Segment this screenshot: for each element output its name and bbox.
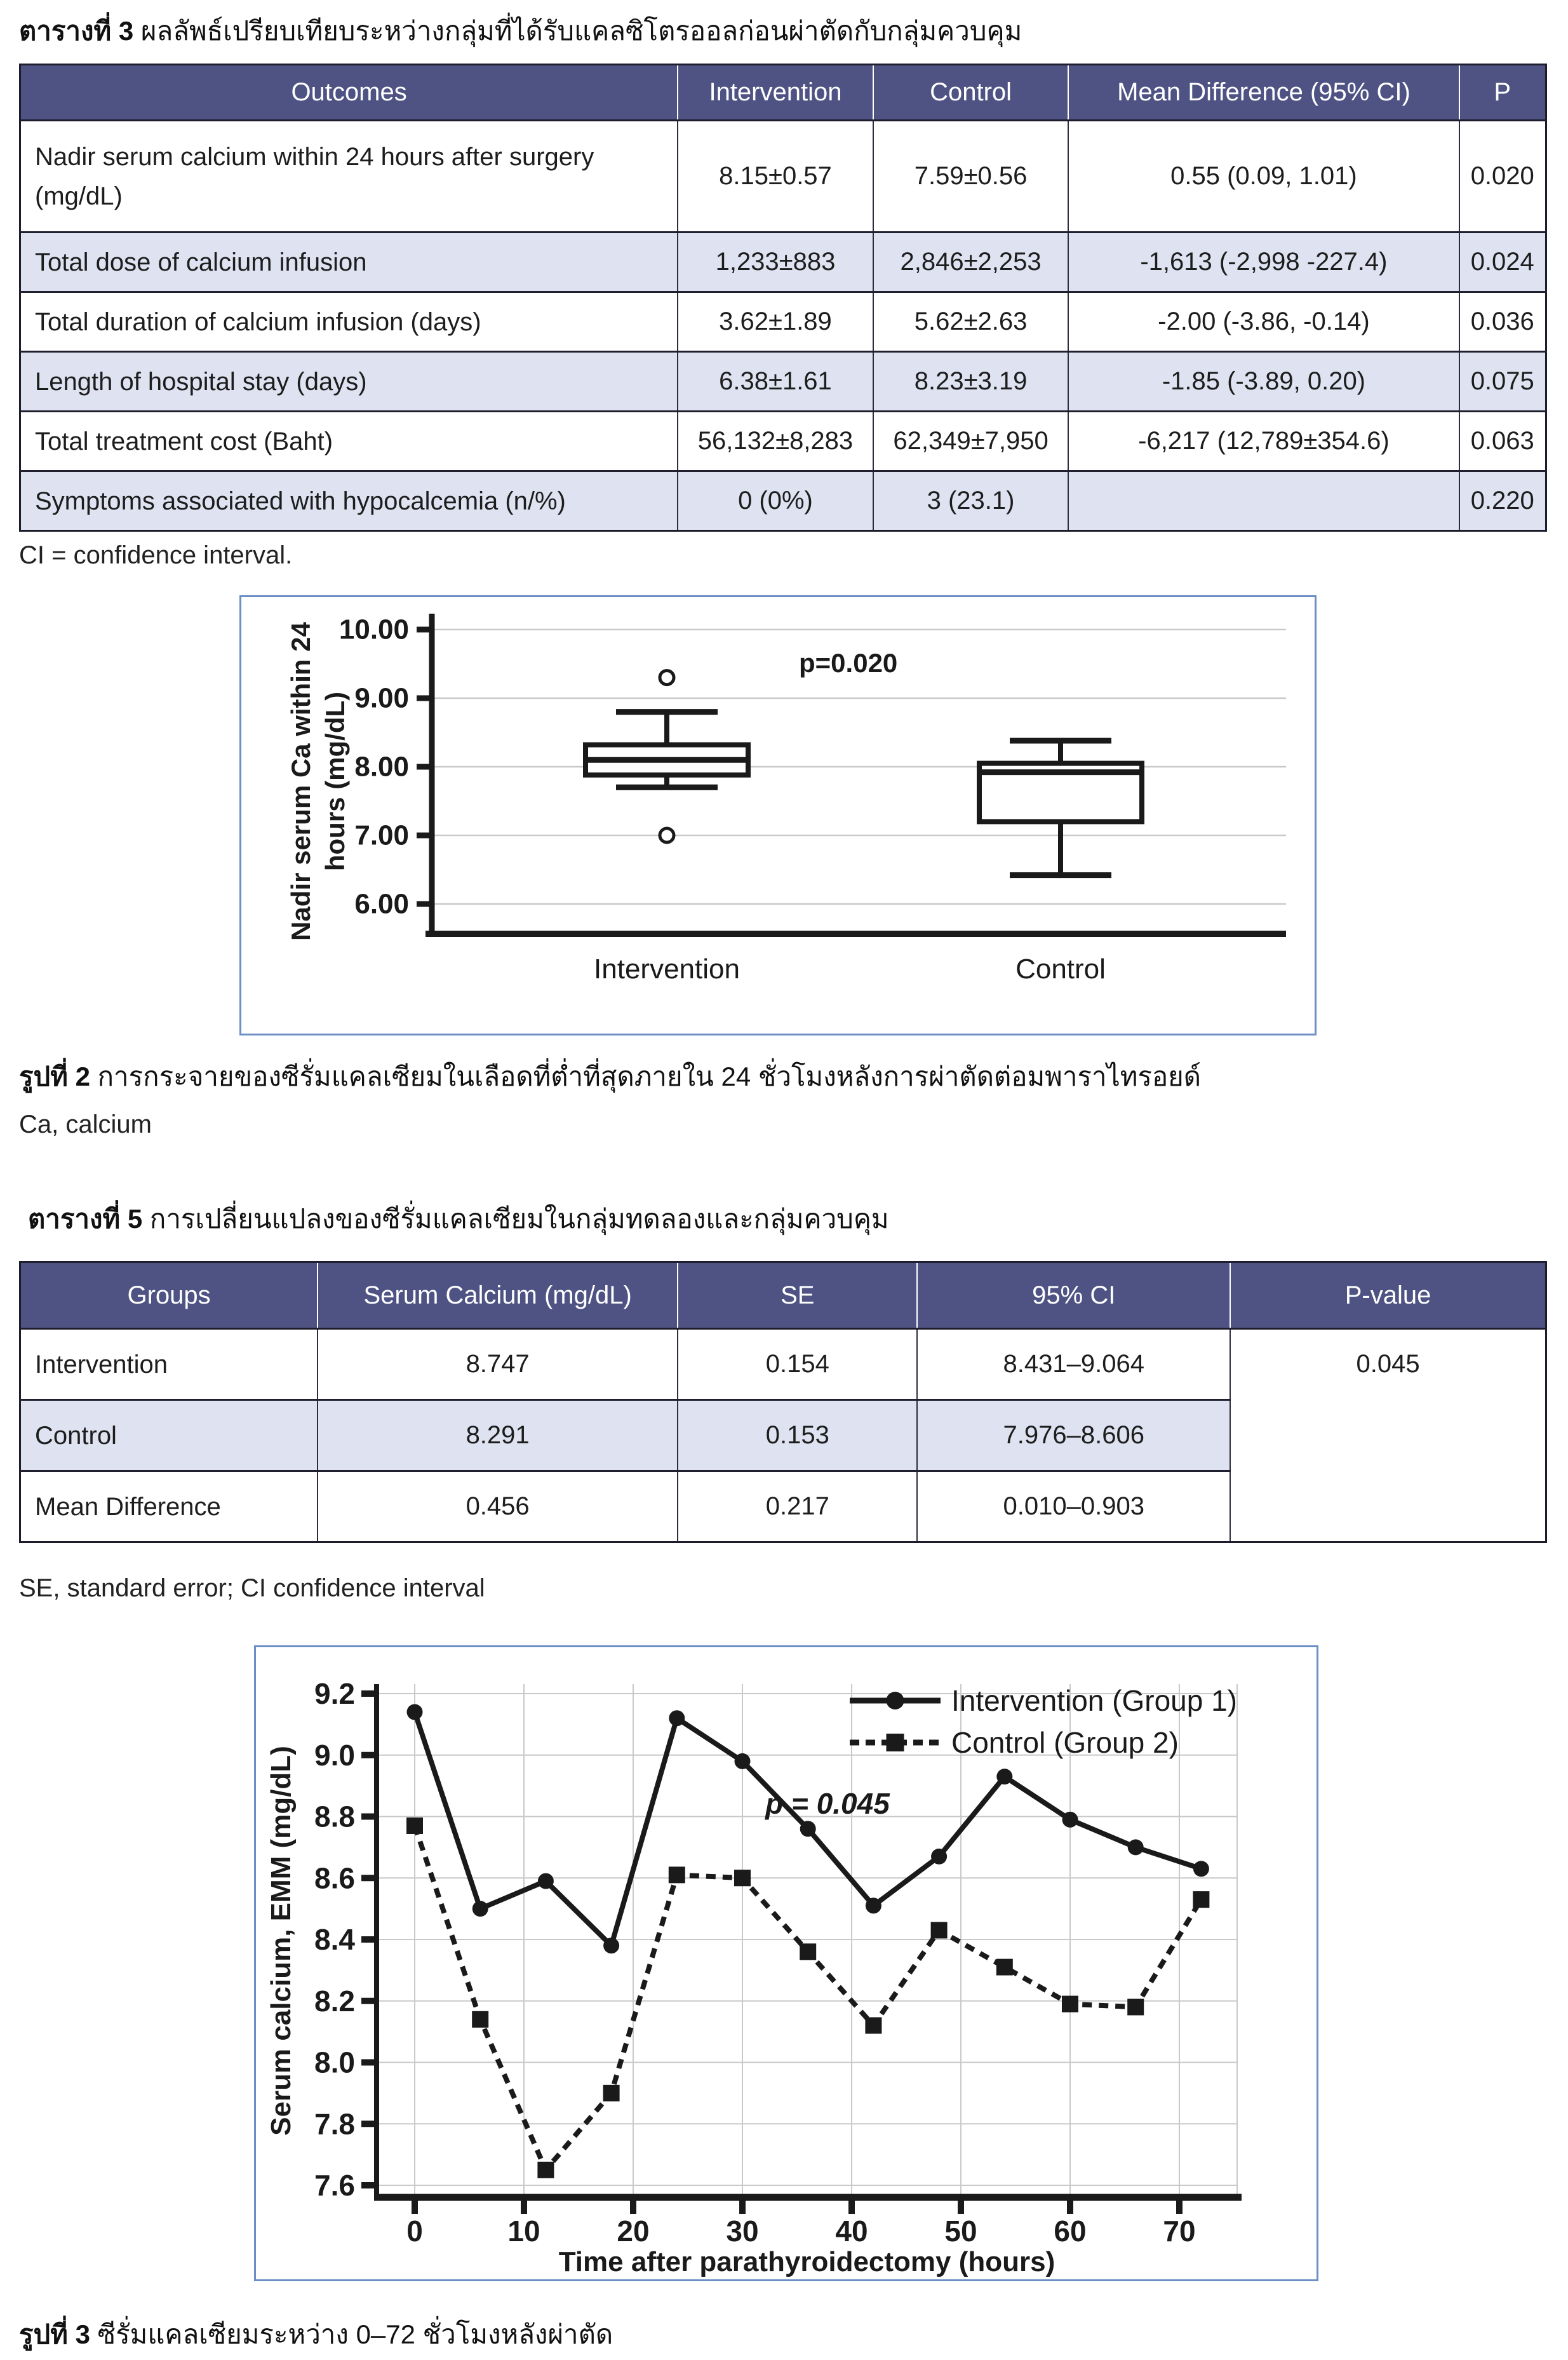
- data-point: [406, 1817, 423, 1834]
- table3-col-control: Control: [873, 65, 1069, 121]
- intervention-cell: 6.38±1.61: [678, 352, 873, 412]
- mean-difference-cell: -1,613 (-2,998 -227.4): [1068, 233, 1459, 292]
- x-tick-label: 10: [507, 2215, 540, 2248]
- data-point: [472, 1901, 488, 1917]
- table5-header-row: [20, 1262, 1546, 1329]
- x-tick-label: 50: [944, 2215, 977, 2248]
- legend-marker-square: [887, 1734, 904, 1751]
- table3-title-label: ตารางที่ 3: [19, 16, 134, 46]
- y-tick-label: 9.00: [354, 682, 409, 714]
- data-point: [1193, 1891, 1209, 1908]
- table-row: [20, 352, 1546, 412]
- data-point: [669, 1866, 685, 1883]
- p-cell: 0.024: [1459, 233, 1546, 292]
- x-tick-label: 20: [617, 2215, 650, 2248]
- figure3-caption-label: รูปที่ 3: [19, 2319, 90, 2349]
- outlier-point: [660, 828, 674, 842]
- y-tick-label: 8.8: [314, 1800, 355, 1833]
- y-tick-label: 9.2: [314, 1677, 355, 1710]
- intervention-cell: 0 (0%): [678, 471, 873, 531]
- x-tick-label: 70: [1163, 2215, 1196, 2248]
- p-cell: 0.020: [1459, 121, 1546, 233]
- y-tick-label: 8.00: [354, 751, 409, 783]
- legend-label: Control (Group 2): [951, 1726, 1179, 1759]
- legend-label: Intervention (Group 1): [951, 1684, 1238, 1717]
- table-row: [20, 471, 1546, 531]
- data-point: [931, 1922, 948, 1938]
- table5-col-se: SE: [678, 1262, 917, 1329]
- data-point: [1128, 1839, 1144, 1855]
- table3-col-mean-difference: Mean Difference (95% CI): [1068, 65, 1459, 121]
- table5-title-label: ตารางที่ 5: [28, 1204, 143, 1234]
- x-tick-label: 40: [835, 2215, 868, 2248]
- data-point: [472, 2011, 488, 2028]
- control-cell: 8.23±3.19: [873, 352, 1069, 412]
- group-cell: Mean Difference: [20, 1471, 318, 1542]
- data-point: [1062, 1812, 1078, 1828]
- table-row: [20, 292, 1546, 352]
- y-tick-label: 6.00: [354, 888, 409, 920]
- table3-title-text: ผลลัพธ์เปรียบเทียบระหว่างกลุ่มที่ได้รับแคลซิโตรออลก่อนผ่าตัดกับกลุ่มควบคุม: [133, 16, 1022, 46]
- serum-calcium-cell: 8.291: [318, 1400, 678, 1471]
- data-point: [996, 1769, 1012, 1784]
- figure2-caption-text: การกระจายของซีรั่มแคลเซียมในเลือดที่ต่ำที่สุดภายใน 24 ชั่วโมงหลังการผ่าตัดต่อมพาราไทรอยด์: [90, 1062, 1202, 1091]
- intervention-cell: 8.15±0.57: [678, 121, 873, 233]
- table3-col-p: P: [1459, 65, 1546, 121]
- mean-difference-cell: [1068, 471, 1459, 531]
- outcome-cell: Total treatment cost (Baht): [20, 412, 678, 471]
- mean-difference-cell: -2.00 (-3.86, -0.14): [1068, 292, 1459, 352]
- legend-marker-circle: [887, 1692, 904, 1709]
- table5-body: [20, 1329, 1546, 1542]
- table3-col-outcomes: Outcomes: [20, 65, 678, 121]
- table-row: [20, 121, 1546, 233]
- data-point: [996, 1959, 1013, 1976]
- p-cell: 0.220: [1459, 471, 1546, 531]
- data-point: [866, 1898, 881, 1913]
- figure3-caption: [19, 2314, 1550, 2356]
- figure2-caption-label: รูปที่ 2: [19, 1062, 90, 1091]
- ci-cell: 7.976–8.606: [917, 1400, 1230, 1471]
- figure2-boxplot: [239, 595, 1317, 1035]
- y-tick-label: 7.00: [354, 819, 409, 851]
- serum-calcium-cell: 8.747: [318, 1329, 678, 1400]
- mean-difference-cell: 0.55 (0.09, 1.01): [1068, 121, 1459, 233]
- p-annotation: p=0.020: [799, 648, 898, 678]
- data-point: [865, 2017, 881, 2033]
- data-point: [735, 1753, 751, 1769]
- figure2-caption: [19, 1056, 1550, 1098]
- se-cell: 0.153: [678, 1400, 917, 1471]
- line-chart: [256, 1647, 1317, 2279]
- data-point: [931, 1849, 947, 1864]
- y-axis-label: Serum calcium, EMM (mg/dL): [265, 1746, 297, 2136]
- category-label: Intervention: [594, 954, 740, 985]
- data-point: [1062, 1996, 1078, 2013]
- y-tick-label: 8.0: [314, 2046, 355, 2079]
- table5-title: [28, 1198, 1552, 1240]
- table5-col-groups: Groups: [20, 1262, 318, 1329]
- group-cell: Control: [20, 1400, 318, 1471]
- outcome-cell: Nadir serum calcium within 24 hours after surgery (mg/dL): [20, 121, 678, 233]
- table-row: [20, 412, 1546, 471]
- mean-difference-cell: -6,217 (12,789±354.6): [1068, 412, 1459, 471]
- y-tick-label: 8.6: [314, 1861, 355, 1895]
- table-row: [20, 233, 1546, 292]
- control-cell: 62,349±7,950: [873, 412, 1069, 471]
- outcomes-comparison-table: [19, 64, 1547, 532]
- table5-title-text: การเปลี่ยนแปลงของซีรั่มแคลเซียมในกลุ่มทดลองและกลุ่มควบคุม: [142, 1204, 889, 1234]
- outlier-point: [660, 671, 674, 685]
- y-tick-label: 8.2: [314, 1984, 355, 2018]
- y-tick-label: 7.8: [314, 2107, 355, 2141]
- data-point: [800, 1943, 816, 1960]
- boxplot-chart: [241, 597, 1315, 1034]
- control-cell: 2,846±2,253: [873, 233, 1069, 292]
- figure3-caption-text: ซีรั่มแคลเซียมระหว่าง 0–72 ชั่วโมงหลังผ่าตัด: [90, 2319, 613, 2349]
- table3-title: [19, 10, 1550, 52]
- p-annotation: p = 0.045: [765, 1787, 890, 1820]
- group-cell: Intervention: [20, 1329, 318, 1400]
- ci-cell: 8.431–9.064: [917, 1329, 1230, 1400]
- table3-body: [20, 121, 1546, 531]
- serum-calcium-cell: 0.456: [318, 1471, 678, 1542]
- y-tick-label: 7.6: [314, 2169, 355, 2202]
- p-value-cell: 0.045: [1230, 1329, 1546, 1542]
- serum-calcium-change-table: [19, 1261, 1547, 1543]
- table5-col-ci: 95% CI: [917, 1262, 1230, 1329]
- data-point: [538, 1873, 554, 1889]
- outcome-cell: Symptoms associated with hypocalcemia (n/%): [20, 471, 678, 531]
- se-cell: 0.217: [678, 1471, 917, 1542]
- data-point: [603, 1938, 619, 1953]
- outcome-cell: Total dose of calcium infusion: [20, 233, 678, 292]
- data-point: [734, 1870, 751, 1886]
- ca-note: Ca, calcium: [19, 1110, 152, 1138]
- table5-col-p-value: P-value: [1230, 1262, 1546, 1329]
- outcome-cell: Total duration of calcium infusion (days): [20, 292, 678, 352]
- x-tick-label: 60: [1054, 2215, 1087, 2248]
- control-cell: 3 (23.1): [873, 471, 1069, 531]
- se-cell: 0.154: [678, 1329, 917, 1400]
- x-tick-label: 30: [726, 2215, 759, 2248]
- boxplot-y-axis-label: hours (mg/dL): [320, 691, 350, 872]
- ci-note: CI = confidence interval.: [19, 541, 293, 569]
- control-cell: 5.62±2.63: [873, 292, 1069, 352]
- se-note: SE, standard error; CI confidence interval: [19, 1574, 485, 1602]
- x-axis-label: Time after parathyroidectomy (hours): [558, 2246, 1055, 2277]
- table3-col-intervention: Intervention: [678, 65, 873, 121]
- x-tick-label: 0: [406, 2215, 423, 2248]
- category-label: Control: [1015, 954, 1106, 985]
- data-point: [800, 1821, 816, 1837]
- data-point: [603, 2085, 620, 2101]
- data-point: [669, 1710, 685, 1726]
- mean-difference-cell: -1.85 (-3.89, 0.20): [1068, 352, 1459, 412]
- figure3-line-chart: [254, 1645, 1318, 2281]
- y-tick-label: 10.00: [338, 614, 409, 645]
- p-cell: 0.063: [1459, 412, 1546, 471]
- intervention-cell: 56,132±8,283: [678, 412, 873, 471]
- intervention-cell: 1,233±883: [678, 233, 873, 292]
- p-cell: 0.036: [1459, 292, 1546, 352]
- data-point: [537, 2162, 554, 2178]
- ci-cell: 0.010–0.903: [917, 1471, 1230, 1542]
- y-tick-label: 9.0: [314, 1738, 355, 1772]
- table3-header-row: [20, 65, 1546, 121]
- boxplot-y-axis-label: Nadir serum Ca within 24: [286, 622, 316, 941]
- data-point: [407, 1704, 423, 1720]
- table5-col-serum-calcium: Serum Calcium (mg/dL): [318, 1262, 678, 1329]
- outcome-cell: Length of hospital stay (days): [20, 352, 678, 412]
- y-tick-label: 8.4: [314, 1923, 355, 1956]
- data-point: [1193, 1861, 1209, 1877]
- control-cell: 7.59±0.56: [873, 121, 1069, 233]
- intervention-cell: 3.62±1.89: [678, 292, 873, 352]
- data-point: [1127, 1999, 1144, 2015]
- table-row: [20, 1329, 1546, 1400]
- p-cell: 0.075: [1459, 352, 1546, 412]
